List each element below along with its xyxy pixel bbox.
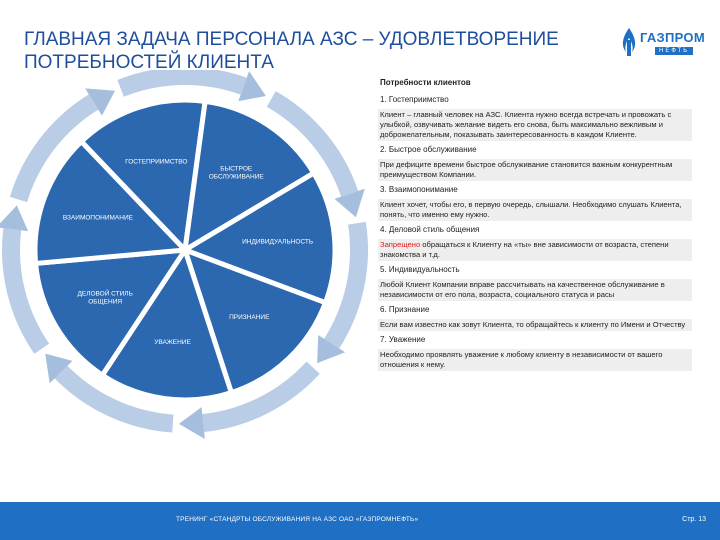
title-line-1: ГЛАВНАЯ ЗАДАЧА ПЕРСОНАЛА АЗС – УДОВЛЕТВОРЕНИЕ <box>24 29 559 50</box>
page-title <box>24 28 604 74</box>
cycle-arrowhead <box>0 205 28 231</box>
needs-panel <box>378 78 692 374</box>
segment-label: ДЕЛОВОЙ СТИЛЬ ОБЩЕНИЯ <box>77 290 133 306</box>
segment-label: ИНДИВИДУАЛЬНОСТЬ <box>242 238 314 246</box>
cycle-arrowhead <box>179 407 205 439</box>
need-number-5: 5. Индивидуальность <box>380 265 460 274</box>
needs-wheel-diagram <box>0 70 372 500</box>
need-number-3: 3. Взаимопонимание <box>380 185 458 194</box>
logo-word: ГАЗПРОМ <box>640 30 705 45</box>
page-number: Стр. 13 <box>682 516 706 523</box>
segment-label: УВАЖЕНИЕ <box>154 339 191 347</box>
footer-bar <box>0 502 720 540</box>
need-text-1: Клиент – главный человек на АЗС. Клиента нужно всегда встречать и провожать с улыбкой, озвучивать желание видеть его снова, быть максимально вежливым и доброжелательным, показывать заинтересованность в каждом Клиенте. <box>378 109 692 141</box>
flame-icon <box>618 26 640 58</box>
need-text-3: Клиент хочет, чтобы его, в первую очередь, слышали. Необходимо слушать Клиента, понять, что именно ему нужно. <box>378 199 692 221</box>
cycle-arc <box>121 76 244 88</box>
wheel-svg <box>0 70 372 500</box>
need-number-1: 1. Гостеприимство <box>380 95 449 104</box>
segment-label: ГОСТЕПРИИМСТВО <box>125 158 188 166</box>
logo-subword: НЕФТЬ <box>655 47 693 55</box>
footer-title: ТРЕНИНГ «СТАНДРТЫ ОБСЛУЖИВАНИЯ НА АЗС ОАО «ГАЗПРОМНЕФТЬ» <box>176 516 419 523</box>
segment-label: БЫСТРОЕ ОБСЛУЖИВАНИЕ <box>208 165 264 181</box>
segment-label: ПРИЗНАНИЕ <box>229 314 270 322</box>
need-text-7: Необходимо проявлять уважение к любому клиенту в независимости от вашего отношения к нему. <box>378 349 692 371</box>
forbidden-word: Запрещено <box>380 240 421 249</box>
need-text-5: Любой Клиент Компании вправе рассчитывать на качественное обслуживание в независимости от его пола, возраста, социального статуса и расы <box>378 279 692 301</box>
title-line-2: ПОТРЕБНОСТЕЙ КЛИЕНТА <box>24 52 274 73</box>
need-text-4 <box>378 239 692 261</box>
need-text-2: При дефиците времени быстрое обслуживание становится важным конкурентным преимуществом Компании. <box>378 159 692 181</box>
panel-heading: Потребности клиентов <box>380 78 471 87</box>
need-number-2: 2. Быстрое обслуживание <box>380 145 477 154</box>
need-number-7: 7. Уважение <box>380 335 426 344</box>
need-number-6: 6. Признание <box>380 305 430 314</box>
need-number-4: 4. Деловой стиль общения <box>380 225 480 234</box>
need-text-6: Если вам известно как зовут Клиента, то обращайтесь к клиенту по Имени и Отчеству <box>378 319 692 331</box>
gazpromneft-logo <box>618 22 705 66</box>
need-text-4-rest: обращаться к Клиенту на «ты» вне зависимости от возраста, степени знакомства и т.д. <box>380 240 669 259</box>
segment-label: ВЗАИМОПОНИМАНИЕ <box>62 214 133 222</box>
